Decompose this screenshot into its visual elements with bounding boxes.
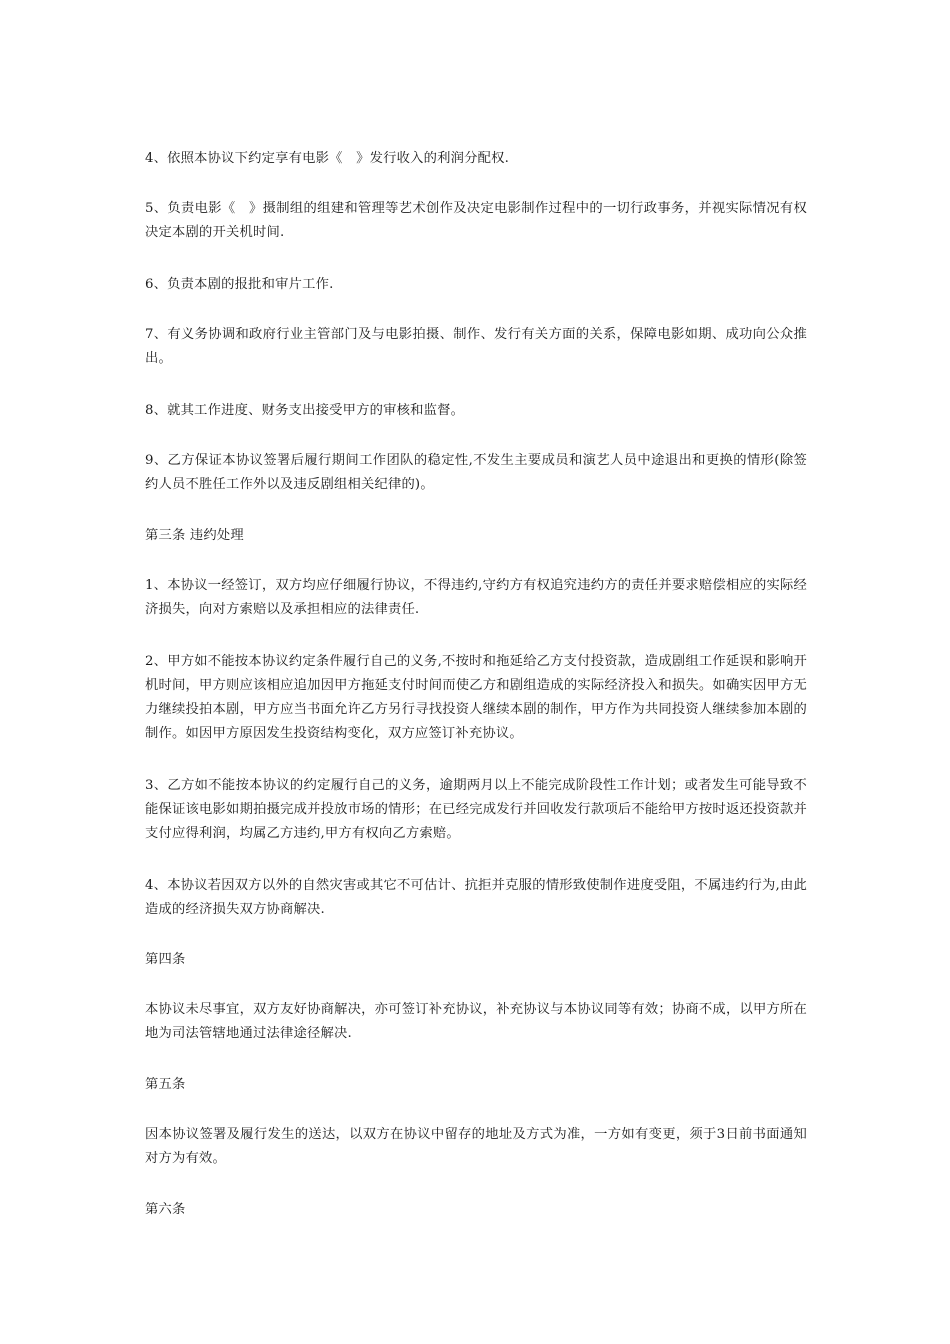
article-3-clause-2: 2、甲方如不能按本协议约定条件履行自己的义务,不按时和拖延给乙方支付投资款，造成剧组工作延误和影响开机时间，甲方则应该相应追加因甲方拖延支付时间而使乙方和剧组造成的实际经济投入和损失。如确实因甲方无力继续投拍本剧，甲方应当书面允许乙方另行寻找投资人继续本剧的制作，甲方作为共同投资人继续参加本剧的制作。如因甲方原因发生投资结构变化，双方应签订补充协议。 (145, 654, 807, 741)
clause-5-production-management: 5、负责电影《 》摄制组的组建和管理等艺术创作及决定电影制作过程中的一切行政事务，并视实际情况有权决定本剧的开关机时间. (145, 201, 807, 240)
article-5-body: 因本协议签署及履行发生的送达，以双方在协议中留存的地址及方式为准，一方如有变更，须于3日前书面通知对方为有效。 (145, 1127, 807, 1166)
clause-8-supervision: 8、就其工作进度、财务支出接受甲方的审核和监督。 (145, 403, 465, 418)
article-3-heading: 第三条 违约处理 (145, 528, 244, 543)
article-6-heading: 第六条 (145, 1202, 186, 1217)
clause-4-profit-right: 4、依照本协议下约定享有电影《 》发行收入的利润分配权. (145, 151, 510, 166)
article-5-heading: 第五条 (145, 1077, 186, 1092)
clause-9-team-stability: 9、乙方保证本协议签署后履行期间工作团队的稳定性,不发生主要成员和演艺人员中途退出和更换的情形(除签约人员不胜任工作外以及违反剧组相关纪律的)。 (145, 453, 807, 492)
clause-7-coordination: 7、有义务协调和政府行业主管部门及与电影拍摄、制作、发行有关方面的关系，保障电影如期、成功向公众推出。 (145, 327, 807, 366)
article-3-clause-3: 3、乙方如不能按本协议的约定履行自己的义务，逾期两月以上不能完成阶段性工作计划；或者发生可能导致不能保证该电影如期拍摄完成并投放市场的情形；在已经完成发行并回收发行款项后不能给甲方按时返还投资款并支付应得利润，均属乙方违约,甲方有权向乙方索赔。 (145, 778, 807, 841)
article-3-clause-1: 1、本协议一经签订，双方均应仔细履行协议，不得违约,守约方有权追究违约方的责任并要求赔偿相应的实际经济损失，向对方索赔以及承担相应的法律责任. (145, 578, 807, 617)
article-4-heading: 第四条 (145, 952, 186, 967)
article-4-body: 本协议未尽事宜，双方友好协商解决，亦可签订补充协议，补充协议与本协议同等有效；协商不成，以甲方所在地为司法管辖地通过法律途径解决. (145, 1002, 807, 1041)
clause-6-approval: 6、负责本剧的报批和审片工作. (145, 277, 334, 292)
article-3-clause-4: 4、本协议若因双方以外的自然灾害或其它不可估计、抗拒并克服的情形致使制作进度受阻，不属违约行为,由此造成的经济损失双方协商解决. (145, 878, 807, 917)
